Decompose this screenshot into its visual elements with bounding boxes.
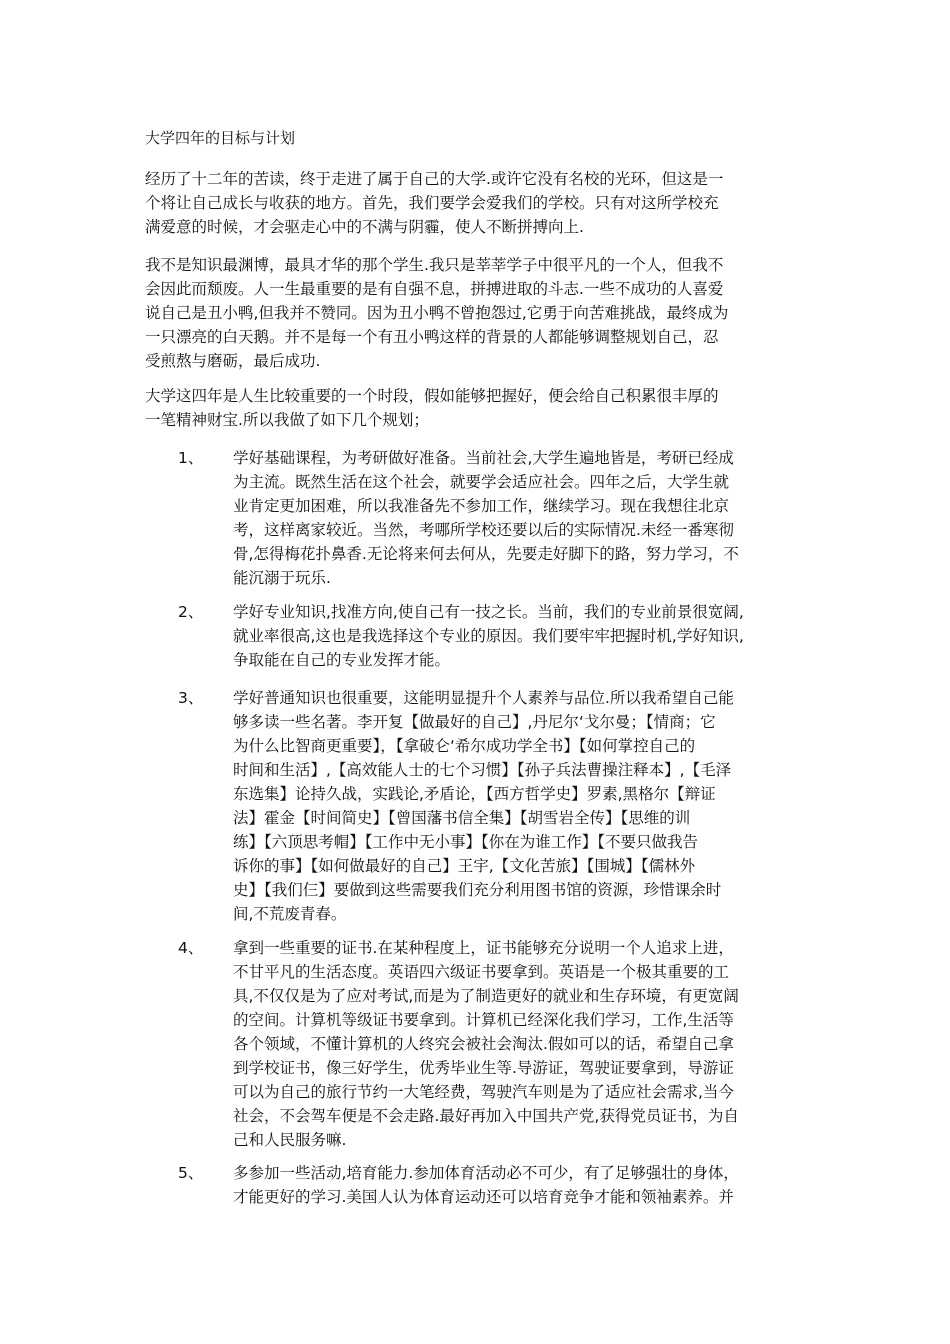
text-line: 己和人民服务嘛. [233, 1131, 347, 1149]
text-line: 我不是知识最渊博，最具才华的那个学生.我只是莘莘学子中很平凡的一个人，但我不 [145, 256, 724, 274]
text-line: 才能更好的学习.美国人认为体育运动还可以培育竞争才能和领袖素养。并 [233, 1188, 734, 1206]
text-line: 受煎熬与磨砺，最后成功. [145, 352, 321, 370]
text-line: 考，这样离家较近。当然，考哪所学校还要以后的实际情况.未经一番寒彻 [233, 521, 734, 539]
text-line: 拿到一些重要的证书.在某种程度上，证书能够充分说明一个人追求上进， [233, 939, 734, 957]
text-line: 时间和生活】,【高效能人士的七个习惯】【孙子兵法曹操注释本】,【毛泽 [233, 761, 732, 779]
text-line: 可以为自己的旅行节约一大笔经费，驾驶汽车则是为了适应社会需求,当今 [233, 1083, 734, 1101]
text-line: 争取能在自己的专业发挥才能。 [233, 651, 451, 669]
text-line: 一笔精神财宝.所以我做了如下几个规划； [145, 411, 429, 429]
text-line: 史】【我们仨】要做到这些需要我们充分利用图书馆的资源，珍惜课余时 [233, 881, 722, 899]
paragraph-plan-intro [145, 384, 810, 432]
text-line: 一只漂亮的白天鹅。并不是每一个有丑小鸭这样的背景的人都能够调整规划自己，忍 [145, 328, 719, 346]
document-title: 大学四年的目标与计划 [145, 129, 296, 147]
text-line: 不甘平凡的生活态度。英语四六级证书要拿到。英语是一个极其重要的工 [233, 963, 730, 981]
list-item-text [233, 600, 823, 672]
text-line: 学好普通知识也很重要，这能明显提升个人素养与品位.所以我希望自己能 [233, 689, 734, 707]
text-line: 大学这四年是人生比较重要的一个时段，假如能够把握好，便会给自己积累很丰厚的 [145, 387, 719, 405]
text-line: 为什么比智商更重要】，【拿破仑‘希尔成功学全书】【如何掌控自己的 [233, 737, 696, 755]
text-line: 个将让自己成长与收获的地方。首先，我们要学会爱我们的学校。只有对这所学校充 [145, 194, 719, 212]
text-line: 各个领域，不懂计算机的人终究会被社会淘汰.假如可以的话，希望自己拿 [233, 1035, 734, 1053]
text-line: 具,不仅仅是为了应对考试,而是为了制造更好的就业和生存环境，有更宽阔 [233, 987, 739, 1005]
text-line: 间,不荒废青春。 [233, 905, 347, 923]
text-line: 会因此而颓废。人一生最重要的是有自强不息，拼搏进取的斗志.一些不成功的人喜爱 [145, 280, 724, 298]
text-line: 到学校证书，像三好学生，优秀毕业生等.导游证，驾驶证要拿到，导游证 [233, 1059, 734, 1077]
list-item-number: 5、 [178, 1164, 204, 1182]
list-item-number: 4、 [178, 939, 204, 957]
text-line: 业肯定更加困难，所以我准备先不参加工作，继续学习。现在我想往北京 [233, 497, 730, 515]
text-line: 为主流。既然生活在这个社会，就要学会适应社会。四年之后，大学生就 [233, 473, 730, 491]
list-item-text [233, 936, 823, 1152]
text-line: 诉你的事】【如何做最好的自己】王宇,【文化苦旅】【围城】【儒林外 [233, 857, 696, 875]
text-line: 够多读一些名著。李开复【做最好的自己】,丹尼尔‘戈尔曼；【情商；它 [233, 713, 716, 731]
text-line: 经历了十二年的苦读，终于走进了属于自己的大学.或许它没有名校的光环，但这是一 [145, 170, 724, 188]
list-item-text [233, 686, 823, 926]
list-item-number: 2、 [178, 603, 204, 621]
text-line: 多参加一些活动,培育能力.参加体育活动必不可少，有了足够强壮的身体， [233, 1164, 739, 1182]
list-item-text [233, 446, 823, 590]
text-line: 学好基础课程，为考研做好准备。当前社会,大学生遍地皆是，考研已经成 [233, 449, 734, 467]
text-line: 骨,怎得梅花扑鼻香.无论将来何去何从，先要走好脚下的路，努力学习，不 [233, 545, 739, 563]
list-item-number: 1、 [178, 449, 204, 467]
text-line: 练】【六顶思考帽】【工作中无小事】【你在为谁工作】【不要只做我告 [233, 833, 699, 851]
text-line: 东选集】论持久战，实践论,矛盾论，【西方哲学史】罗素,黑格尔【辩证 [233, 785, 716, 803]
text-line: 法】霍金【时间简史】【曾国藩书信全集】【胡雪岩全传】【思维的训 [233, 809, 691, 827]
text-line: 社会，不会驾车便是不会走路.最好再加入中国共产党,获得党员证书，为自 [233, 1107, 739, 1125]
text-line: 的空间。计算机等级证书要拿到。计算机已经深化我们学习，工作,生活等 [233, 1011, 734, 1029]
paragraph-intro [145, 167, 810, 239]
text-line: 就业率很高,这也是我选择这个专业的原因。我们要牢牢把握时机,学好知识, [233, 627, 744, 645]
list-item-number: 3、 [178, 689, 204, 707]
text-line: 说自己是丑小鸭,但我并不赞同。因为丑小鸭不曾抱怨过,它勇于向苦难挑战，最终成为 [145, 304, 729, 322]
list-item-text [233, 1161, 823, 1209]
text-line: 能沉溺于玩乐. [233, 569, 331, 587]
paragraph-self [145, 253, 810, 373]
text-line: 学好专业知识,找准方向,使自己有一技之长。当前，我们的专业前景很宽阔, [233, 603, 744, 621]
text-line: 满爱意的时候，才会驱走心中的不满与阴霾，使人不断拼搏向上. [145, 218, 584, 236]
